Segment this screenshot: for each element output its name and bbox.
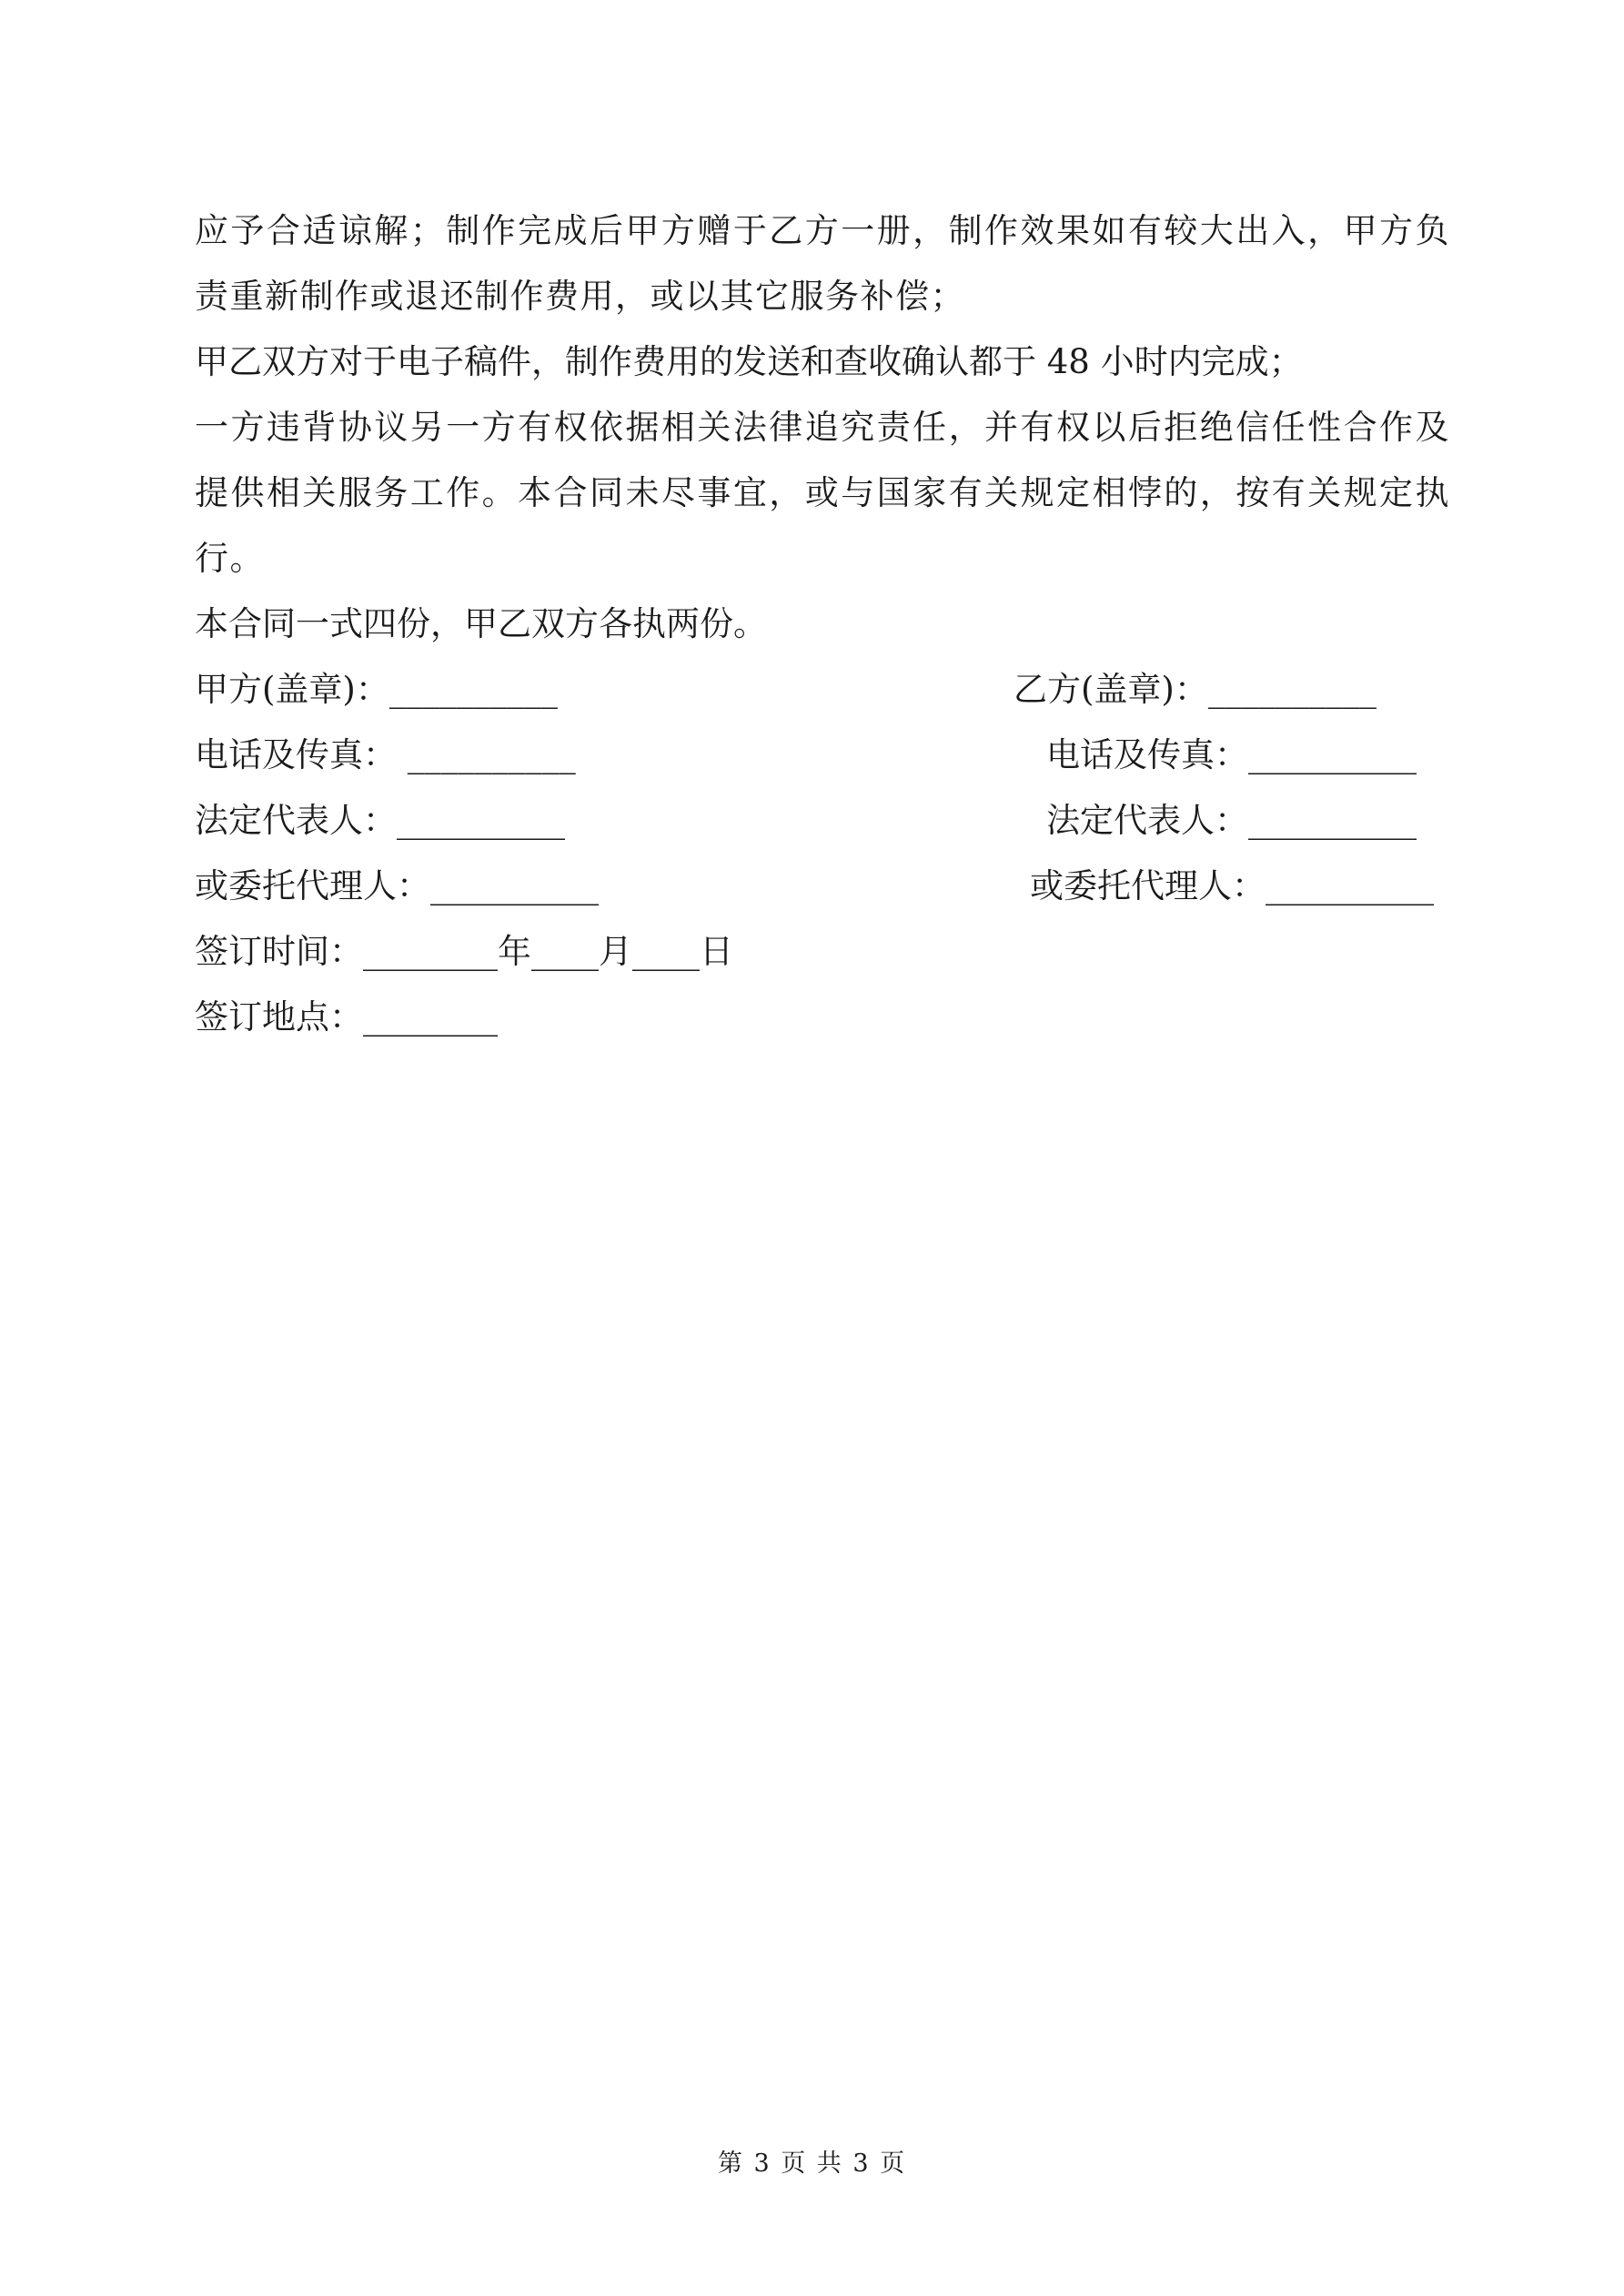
party-b-agent: 或委托代理人：__________ <box>1030 866 1434 905</box>
signing-place: 签订地点：________ <box>195 997 498 1037</box>
clause-copies: 本合同一式四份，甲乙双方各执两份。 <box>195 604 767 643</box>
contract-body <box>195 198 1450 1050</box>
party-a-agent: 或委托代理人：__________ <box>195 866 599 905</box>
page-footer: 第 3 页 共 3 页 <box>717 2149 907 2178</box>
party-a-phone: 电话及传真： __________ <box>195 735 576 774</box>
signature-row-phone <box>195 723 1450 788</box>
clause-breach: 一方违背协议另一方有权依据相关法律追究责任，并有权以后拒绝信任性合作及提供相关服务工作。本合同未尽事宜，或与国家有关规定相悖的，按有关规定执行。 <box>195 408 1450 578</box>
party-a-seal: 甲方(盖章)：__________ <box>195 670 558 709</box>
signature-row-agent <box>195 854 1450 919</box>
clause-electronic-files: 甲乙双方对于电子稿件，制作费用的发送和查收确认都于 48 小时内完成； <box>195 342 1303 381</box>
party-b-seal: 乙方(盖章)：__________ <box>1014 670 1377 709</box>
signature-row-representative <box>195 788 1450 854</box>
party-b-representative: 法定代表人：__________ <box>1046 801 1417 840</box>
signature-row-seal <box>195 657 1450 723</box>
party-b-phone: 电话及传真：__________ <box>1046 735 1417 774</box>
clause-compensation: 应予合适谅解；制作完成后甲方赠于乙方一册，制作效果如有较大出入，甲方负责重新制作或退还制作费用，或以其它服务补偿； <box>195 211 1450 316</box>
party-a-representative: 法定代表人：__________ <box>195 801 565 840</box>
signing-date: 签订时间：________年____月____日 <box>195 932 733 971</box>
